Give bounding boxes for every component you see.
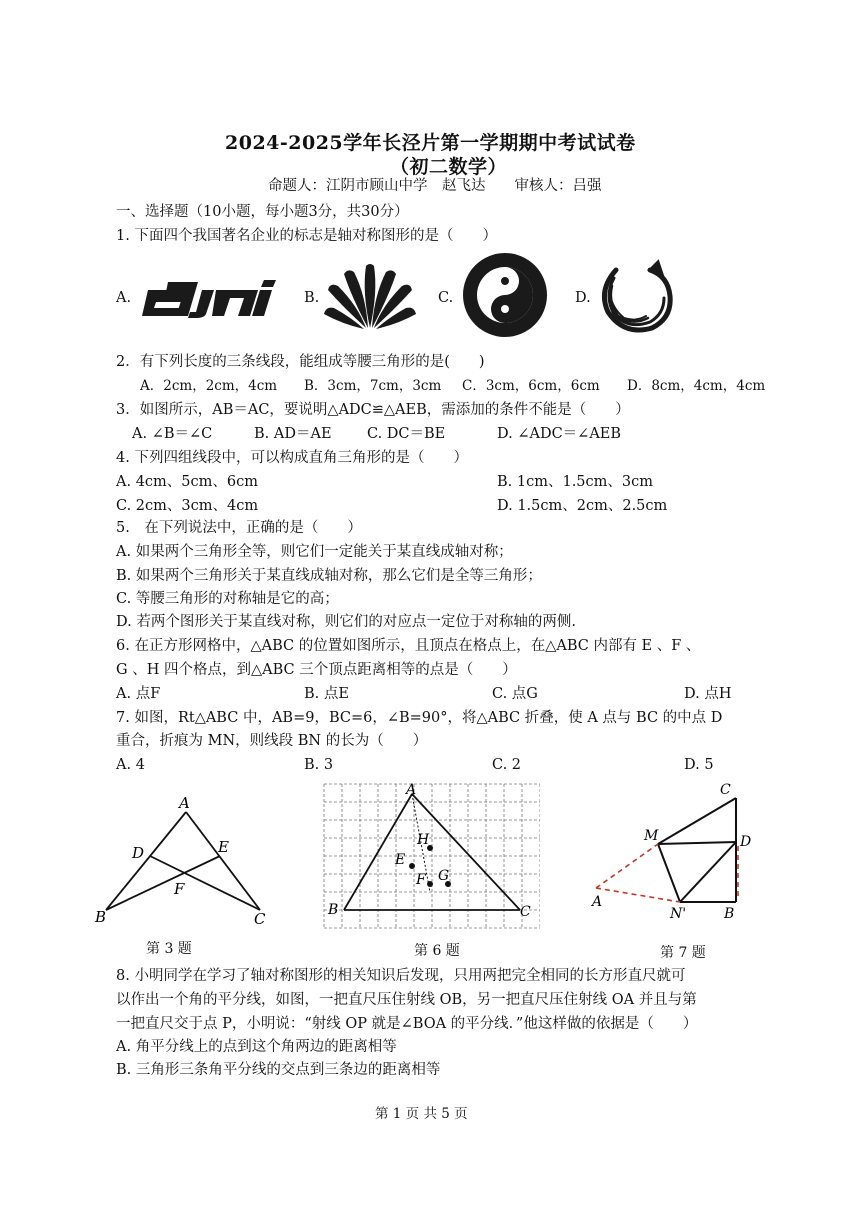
q4-option-d: D. 1.5cm、2cm、2.5cm (497, 498, 668, 514)
q1-stem: 1. 下面四个我国著名企业的标志是轴对称图形的是（ ） (116, 228, 497, 244)
q4-stem: 4. 下列四组线段中，可以构成直角三角形的是（ ） (116, 450, 468, 466)
fig7-label-b: B (724, 906, 735, 922)
fig3-label-d: D (132, 844, 145, 862)
q2-stem: 2．有下列长度的三条线段，能组成等腰三角形的是( ) (116, 354, 485, 370)
figure-3 (92, 792, 282, 932)
fig7-segment-cm (658, 798, 736, 844)
q5-option-c: C. 等腰三角形的对称轴是它的高； (116, 591, 339, 607)
fig6-label-h: H (417, 832, 430, 848)
fig6-label-e: E (395, 852, 406, 868)
figure-6-grid (322, 782, 540, 938)
fig3-caption: 第 3 题 (146, 941, 192, 957)
swirl-logo-icon (596, 256, 676, 336)
fig6-label-c: C (520, 904, 531, 920)
fig7-fold-an (596, 888, 680, 902)
q4-option-c: C. 2cm、3cm、4cm (116, 498, 259, 514)
q8-line3: 一把直尺交于点 P，小明说：“射线 OP 就是∠BOA 的平分线．”他这样做的依据是（ ） (116, 1016, 698, 1032)
q7-option-c: C. 2 (492, 757, 522, 773)
fig6-caption: 第 6 题 (414, 943, 460, 959)
q2-option-b: B．3cm，7cm，3cm (304, 378, 442, 394)
q1-option-a: A. (116, 290, 132, 306)
page-footer: 第 1 页 共 5 页 (375, 1106, 468, 1122)
fig3-label-b: B (95, 908, 107, 926)
q5-option-d: D. 若两个图形关于某直线对称，则它们的对应点一定位于对称轴的两侧. (116, 614, 576, 630)
fig7-crease-mn (658, 844, 680, 902)
fig7-caption: 第 7 题 (660, 945, 706, 961)
q7-line2: 重合，折痕为 MN，则线段 BN 的长为（ ） (116, 733, 428, 749)
q8-option-b: B. 三角形三条角平分线的交点到三条边的距离相等 (116, 1062, 441, 1078)
q3-option-c: C. DC＝BE (367, 426, 446, 442)
q5-option-b: B. 如果两个三角形关于某直线成轴对称，那么它们是全等三角形； (116, 568, 542, 584)
fig6-label-a: A (406, 782, 417, 798)
figure-7 (588, 776, 760, 936)
fig7-label-c: C (720, 782, 731, 798)
q2-option-d: D．8cm，4cm，4cm (627, 378, 766, 394)
page-title: 2024-2025学年长泾片第一学期期中考试试卷 (225, 132, 636, 154)
authors-line: 命题人：江阴市顾山中学 赵飞达 审核人：吕强 (268, 178, 602, 194)
page-subtitle: （初二数学） (390, 156, 508, 178)
fig3-label-e: E (218, 838, 229, 856)
q7-option-b: B. 3 (304, 757, 334, 773)
fig7-label-m: M (644, 828, 659, 844)
fig3-segment-be (106, 856, 220, 910)
huawei-logo-icon (322, 262, 418, 332)
fig7-segment-nd (680, 842, 736, 902)
q6-option-d: D. 点H (684, 686, 732, 702)
q8-line2: 以作出一个角的平分线，如图，一把直尺压住射线 OB，另一把直尺压住射线 OA 并且与第 (116, 992, 697, 1008)
q3-option-a: A. ∠B＝∠C (132, 426, 213, 442)
q7-option-d: D. 5 (684, 757, 714, 773)
q3-stem: 3．如图所示，AB＝AC，要说明△ADC≌△AEB，需添加的条件不能是（ ） (116, 402, 630, 418)
q8-option-a: A. 角平分线上的点到这个角两边的距离相等 (116, 1039, 397, 1055)
section-heading: 一、选择题（10小题，每小题3分，共30分） (116, 204, 409, 220)
q3-option-d: D. ∠ADC＝∠AEB (497, 426, 622, 442)
fig7-label-d: D (740, 834, 752, 850)
fig3-label-c: C (254, 910, 266, 928)
fig7-label-n: N' (670, 906, 687, 922)
dji-logo-icon (138, 278, 278, 318)
fig6-point-e (409, 863, 415, 869)
fig7-fold-am (596, 844, 658, 888)
q2-option-c: C．3cm，6cm，6cm (462, 378, 600, 394)
q4-option-a: A. 4cm、5cm、6cm (116, 474, 258, 490)
q8-line1: 8. 小明同学在学习了轴对称图形的相关知识后发现，只用两把完全相同的长方形直尺就可 (116, 968, 686, 984)
q4-option-b: B. 1cm、1.5cm、3cm (497, 474, 653, 490)
q7-line1: 7. 如图，Rt△ABC 中，AB=9，BC=6，∠B=90°，将△ABC 折叠，使 A 点与 BC 的中点 D (116, 710, 723, 726)
q1-option-b: B. (304, 290, 320, 306)
q1-option-d: D. (575, 290, 591, 306)
q2-option-a: A．2cm，2cm，4cm (140, 378, 278, 394)
fig3-label-a: A (179, 794, 190, 812)
q5-option-a: A. 如果两个三角形全等，则它们一定能关于某直线成轴对称； (116, 544, 513, 560)
fig6-label-g: G (438, 868, 450, 884)
fig7-segment-md (658, 842, 736, 844)
fig6-label-f: F (416, 872, 426, 888)
q6-line2: G 、H 四个格点，到△ABC 三个顶点距离相等的点是（ ） (116, 662, 517, 678)
q6-option-b: B. 点E (304, 686, 349, 702)
fig3-side-ac (186, 812, 260, 910)
fig6-point-f (427, 881, 433, 887)
q7-option-a: A. 4 (116, 757, 145, 773)
q3-option-b: B. AD＝AE (254, 426, 332, 442)
fig7-label-a: A (592, 894, 603, 910)
q1-option-c: C. (438, 290, 454, 306)
fig3-label-f: F (174, 880, 185, 898)
fig6-label-b: B (328, 902, 339, 918)
q6-line1: 6. 在正方形网格中，△ABC 的位置如图所示，且顶点在格点上，在△ABC 内部有 E 、F 、 (116, 638, 701, 654)
q6-option-a: A. 点F (116, 686, 161, 702)
q6-option-c: C. 点G (492, 686, 538, 702)
q5-stem: 5. 在下列说法中，正确的是（ ） (116, 520, 362, 536)
yin-yang-logo-icon (462, 252, 548, 338)
